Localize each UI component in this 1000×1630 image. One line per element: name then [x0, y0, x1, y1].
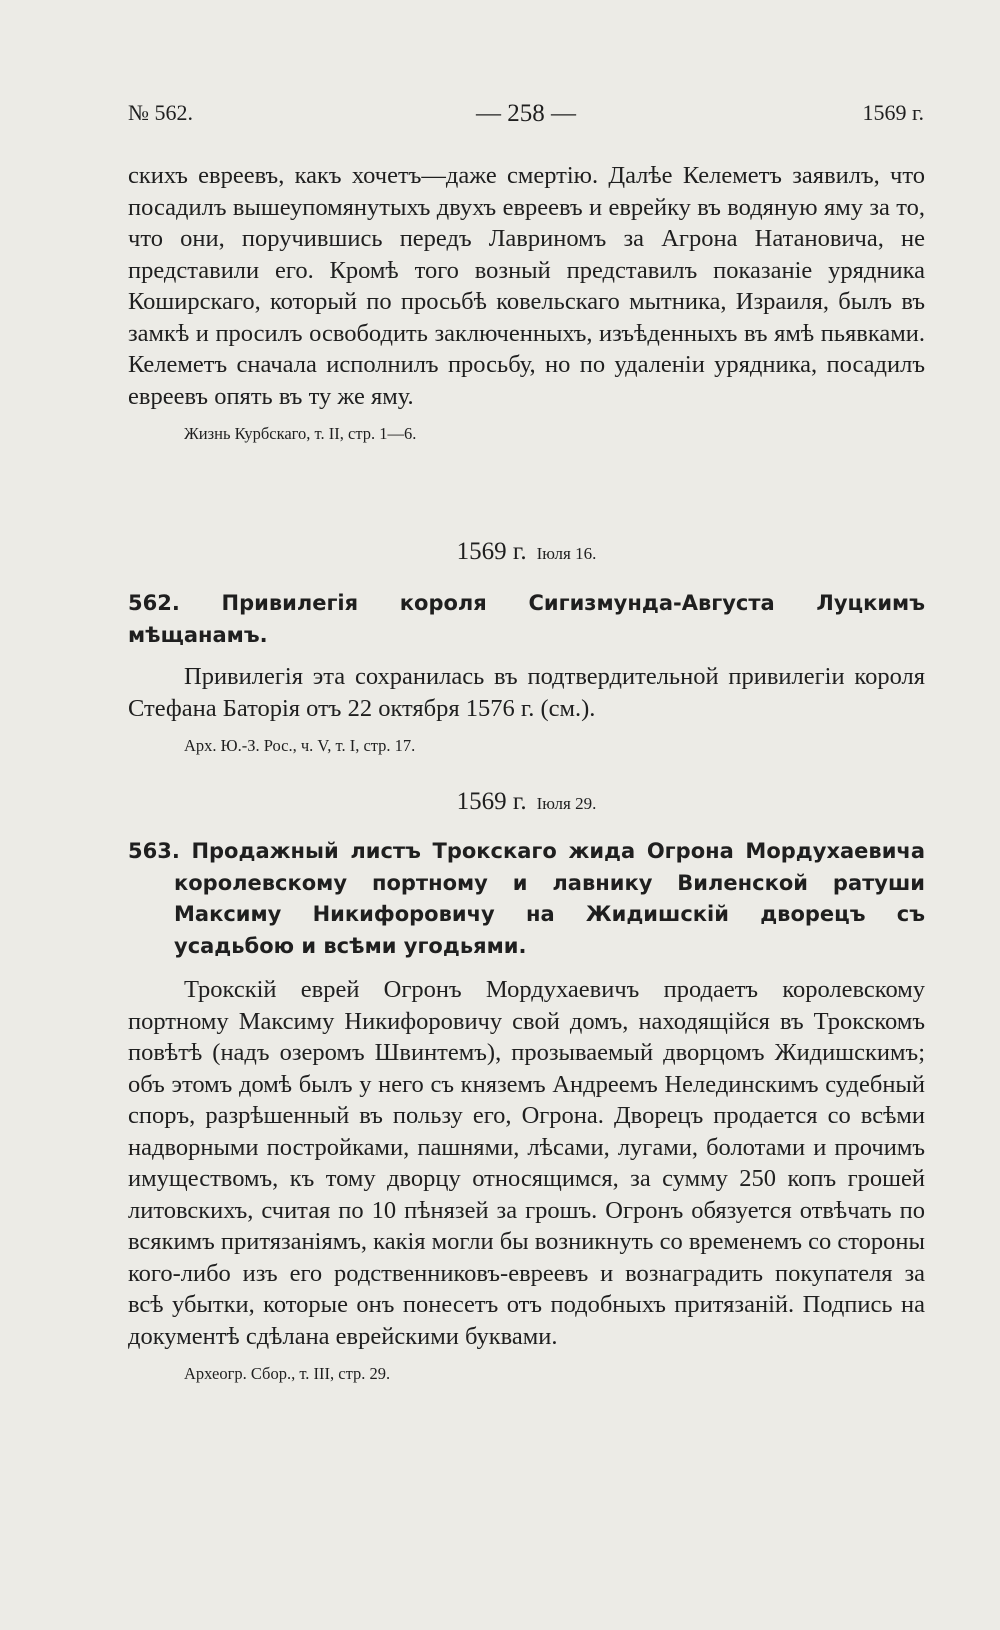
entry-year: 1569 г.: [456, 788, 527, 815]
entry-source: Археогр. Сбор., т. III, стр. 29.: [184, 1364, 391, 1383]
entry-date: Іюля 16.: [536, 544, 597, 563]
continuation-paragraph: скихъ евреевъ, какъ хочетъ—даже смертію. Далѣе Келеметъ заявилъ, что посадилъ вышеупомянутыхъ двухъ евреевъ и еврейку въ водяную яму за то, что они, поручившись передъ Лавриномъ за Агрона Натановича, не представили его. Кромѣ того возный представилъ показаніе урядника Коширскаго, который по просьбѣ ковельскаго мытника, Израиля, былъ въ замкѣ и просилъ освободить заключенныхъ, изъѣденныхъ въ ямѣ пьявками. Келеметъ сначала исполнилъ просьбу, но по удаленіи урядника, посадилъ евреевъ опять въ ту же яму.: [128, 162, 925, 410]
entry-date-line: [128, 538, 925, 566]
entry-date: Іюля 29.: [536, 794, 597, 813]
entry-body: Привилегія эта сохранилась въ подтвердительной привилегіи короля Стефана Баторія отъ 22 октября 1576 г. (см.).: [128, 663, 925, 722]
entry-year: 1569 г.: [456, 538, 527, 565]
page-header: [128, 100, 924, 130]
page-number: — 258 —: [476, 100, 576, 127]
entry-title: 563. Продажный листъ Трокскаго жида Огрона Мордухаевича королевскому портному и лавнику Виленской ратуши Максиму Никифоровичу на Жидишскій дворецъ съ усадьбою и всѣми угодьями.: [128, 839, 925, 958]
document-number: № 562.: [128, 100, 193, 125]
entry-date-line: [128, 788, 925, 816]
continuation-source: Жизнь Курбскаго, т. II, стр. 1—6.: [184, 424, 417, 443]
entry-563: [128, 788, 925, 1384]
continuation-section: [128, 160, 925, 444]
header-year: 1569 г.: [862, 100, 924, 125]
entry-source: Арх. Ю.-З. Рос., ч. V, т. I, стр. 17.: [184, 736, 416, 755]
entry-title: 562. Привилегія короля Сигизмунда-Августа Луцкимъ мѣщанамъ.: [128, 591, 925, 647]
entry-body: Трокскій еврей Огронъ Мордухаевичъ продаетъ королевскому портному Максиму Никифоровичу свой домъ, находящійся въ Трокскомъ повѣтѣ (надъ озеромъ Швинтемъ), прозываемый дворцомъ Жидишскимъ; объ этомъ домѣ былъ у него съ княземъ Андреемъ Нелединскимъ судебный споръ, разрѣшенный въ пользу его, Огрона. Дворецъ продается со всѣми надворными постройками, пашнями, лѣсами, лугами, болотами и прочимъ имуществомъ, къ тому дворцу относящимся, за сумму 250 копъ грошей литовскихъ, считая по 10 пѣнязей за грошъ. Огронъ обязуется отвѣчать по всякимъ притязаніямъ, какія могли бы возникнуть со временемъ со стороны кого-либо изъ его родственниковъ-евреевъ и вознаградить покупателя за всѣ убытки, которые онъ понесетъ отъ подобныхъ притязаній. Подпись на документѣ сдѣлана еврейскими буквами.: [128, 976, 926, 1350]
entry-562: [128, 538, 925, 756]
